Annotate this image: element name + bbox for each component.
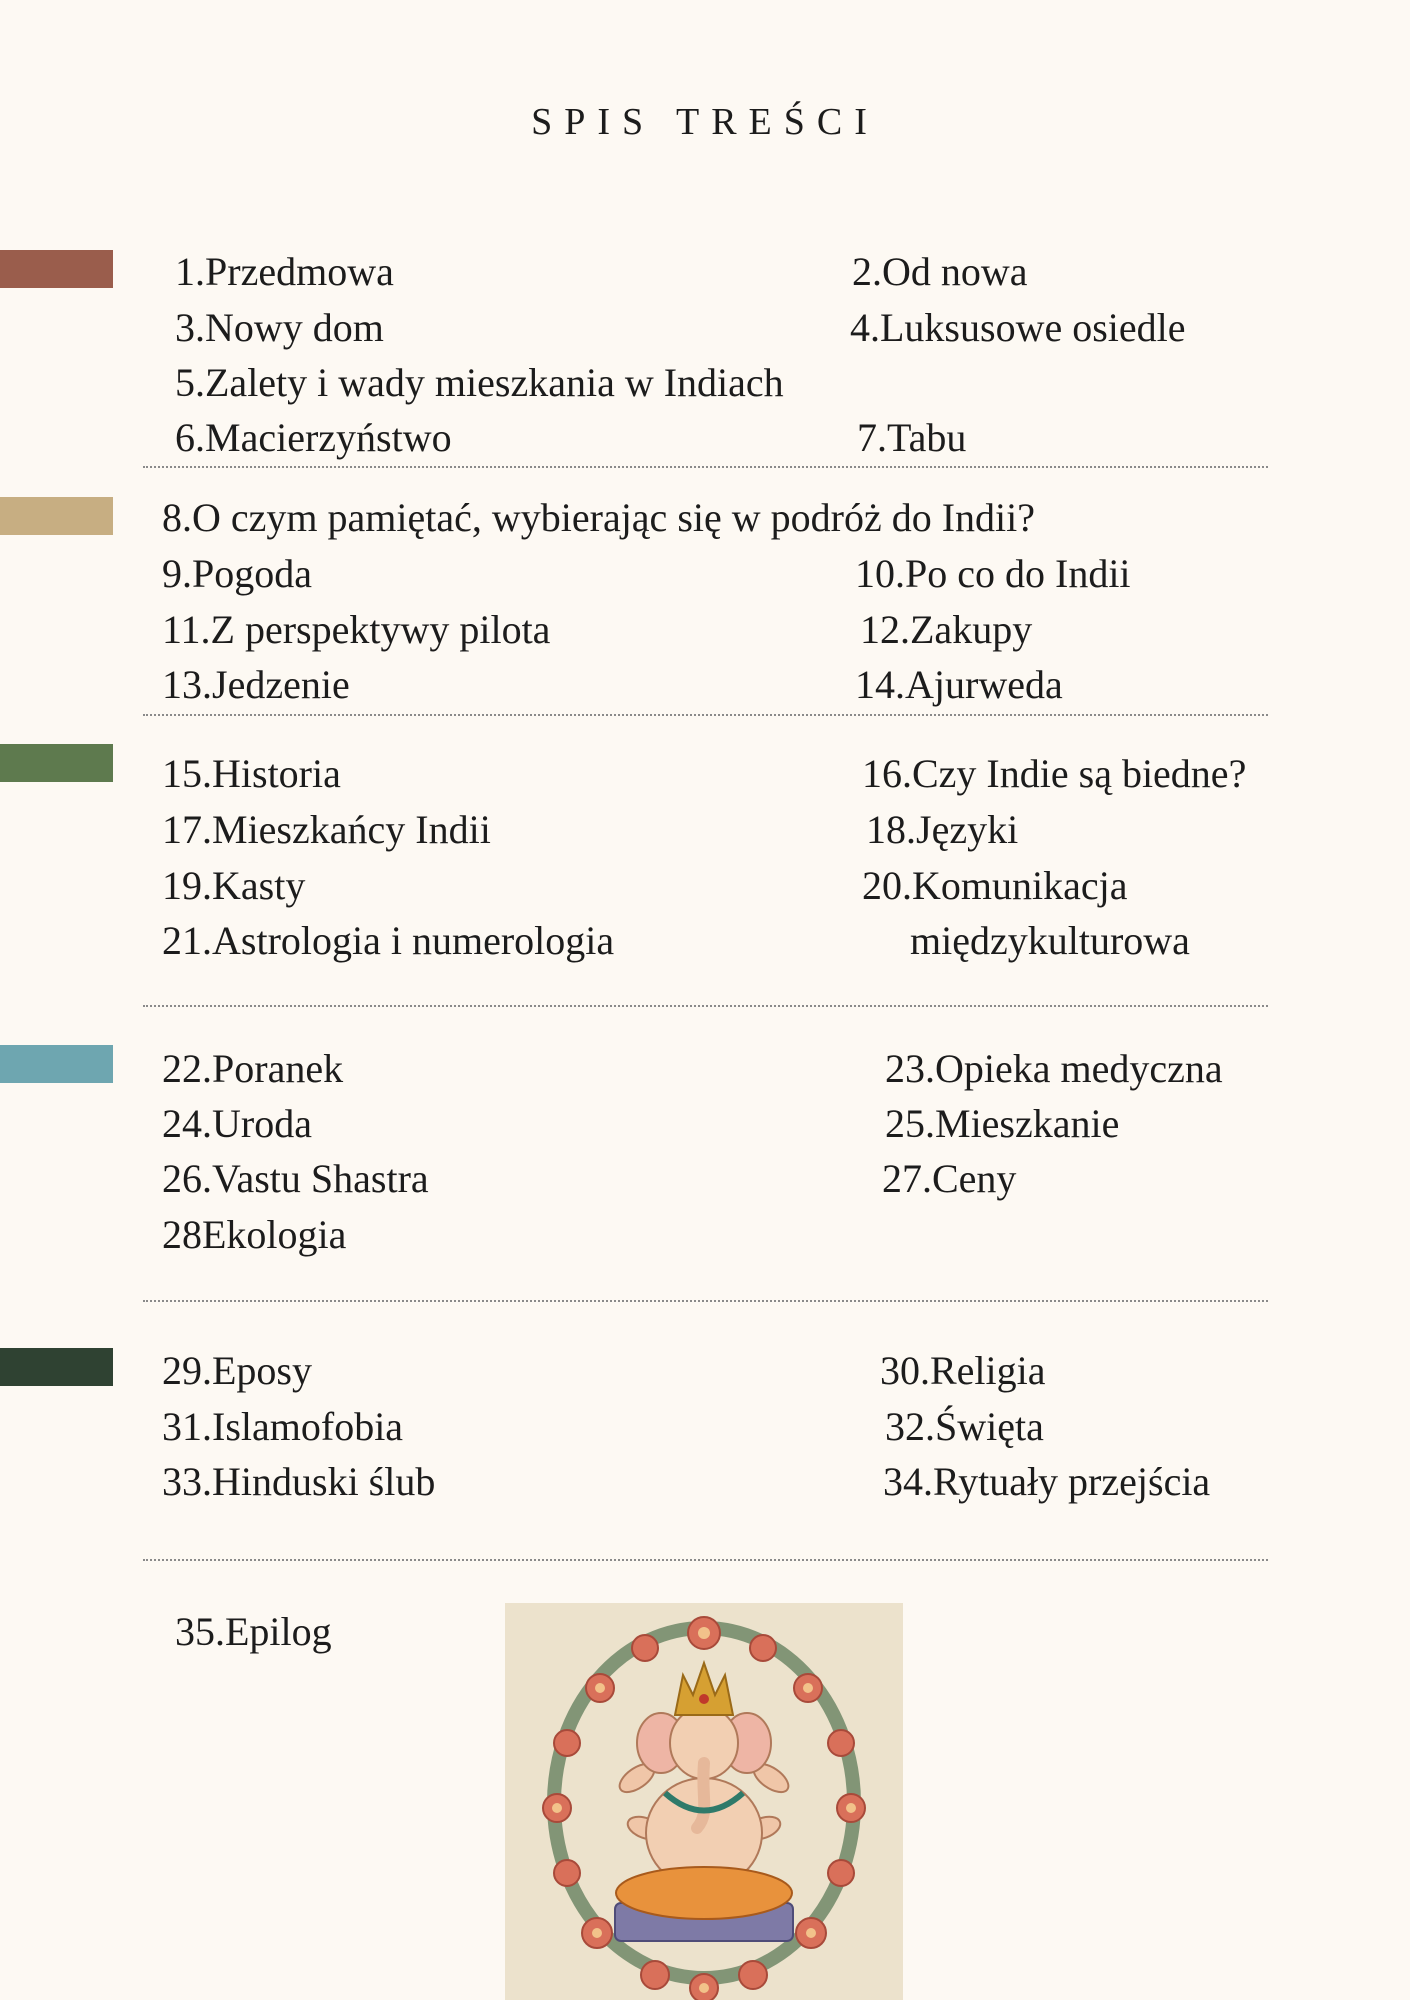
toc-entry-10[interactable]: 10.Po co do Indii [855, 551, 1131, 596]
toc-entry-13[interactable]: 13.Jedzenie [162, 662, 350, 707]
section-2-color-tab [0, 497, 113, 535]
section-divider [143, 466, 1268, 468]
section-1-color-tab [0, 250, 113, 288]
toc-entry-21[interactable]: 21.Astrologia i numerologia [162, 918, 615, 963]
ganesha-illustration [505, 1603, 903, 2000]
section-4-color-tab [0, 1045, 113, 1083]
toc-entry-30[interactable]: 30.Religia [880, 1348, 1046, 1393]
toc-entry-22[interactable]: 22.Poranek [162, 1046, 344, 1091]
toc-entry-11[interactable]: 11.Z perspektywy pilota [162, 607, 551, 652]
toc-entry-34[interactable]: 34.Rytuały przejścia [883, 1459, 1211, 1504]
toc-entry-3[interactable]: 3.Nowy dom [175, 305, 384, 350]
toc-entry-28[interactable]: 28Ekologia [162, 1212, 347, 1257]
section-3-color-tab [0, 744, 113, 782]
toc-entry-24[interactable]: 24.Uroda [162, 1101, 312, 1146]
ganesha-drawing [505, 1603, 903, 2000]
toc-entry-33[interactable]: 33.Hinduski ślub [162, 1459, 436, 1504]
toc-entry-2[interactable]: 2.Od nowa [852, 249, 1028, 294]
toc-entry-31[interactable]: 31.Islamofobia [162, 1404, 404, 1449]
toc-entry-16[interactable]: 16.Czy Indie są biedne? [862, 751, 1247, 796]
toc-entry-5[interactable]: 5.Zalety i wady mieszkania w Indiach [175, 360, 784, 405]
section-5-color-tab [0, 1348, 113, 1386]
toc-entry-4[interactable]: 4.Luksusowe osiedle [850, 305, 1186, 350]
toc-entry-12[interactable]: 12.Zakupy [860, 607, 1033, 652]
section-divider [143, 1300, 1268, 1302]
toc-entry-29[interactable]: 29.Eposy [162, 1348, 312, 1393]
toc-entry-25[interactable]: 25.Mieszkanie [885, 1101, 1120, 1146]
toc-entry-26[interactable]: 26.Vastu Shastra [162, 1156, 429, 1201]
toc-entry-15[interactable]: 15.Historia [162, 751, 341, 796]
toc-entry-7[interactable]: 7.Tabu [857, 415, 967, 460]
toc-entry-35[interactable]: 35.Epilog [175, 1609, 332, 1654]
toc-entry-18[interactable]: 18.Języki [866, 807, 1019, 852]
toc-entry-19[interactable]: 19.Kasty [162, 863, 306, 908]
toc-entry-32[interactable]: 32.Święta [885, 1404, 1044, 1449]
toc-entry-8[interactable]: 8.O czym pamiętać, wybierając się w podróż do Indii? [162, 495, 1036, 540]
section-divider [143, 1559, 1268, 1561]
toc-entry-14[interactable]: 14.Ajurweda [855, 662, 1063, 707]
toc-entry-6[interactable]: 6.Macierzyństwo [175, 415, 452, 460]
toc-entry-23[interactable]: 23.Opieka medyczna [885, 1046, 1223, 1091]
toc-entry-20-continuation[interactable]: międzykulturowa [910, 918, 1190, 963]
section-divider [143, 714, 1268, 716]
toc-entry-17[interactable]: 17.Mieszkańcy Indii [162, 807, 491, 852]
toc-entry-27[interactable]: 27.Ceny [882, 1156, 1017, 1201]
section-divider [143, 1005, 1268, 1007]
toc-entry-20[interactable]: 20.Komunikacja [862, 863, 1128, 908]
toc-entry-1[interactable]: 1.Przedmowa [175, 249, 394, 294]
page-title: SPIS TREŚCI [531, 101, 879, 143]
toc-entry-9[interactable]: 9.Pogoda [162, 551, 312, 596]
